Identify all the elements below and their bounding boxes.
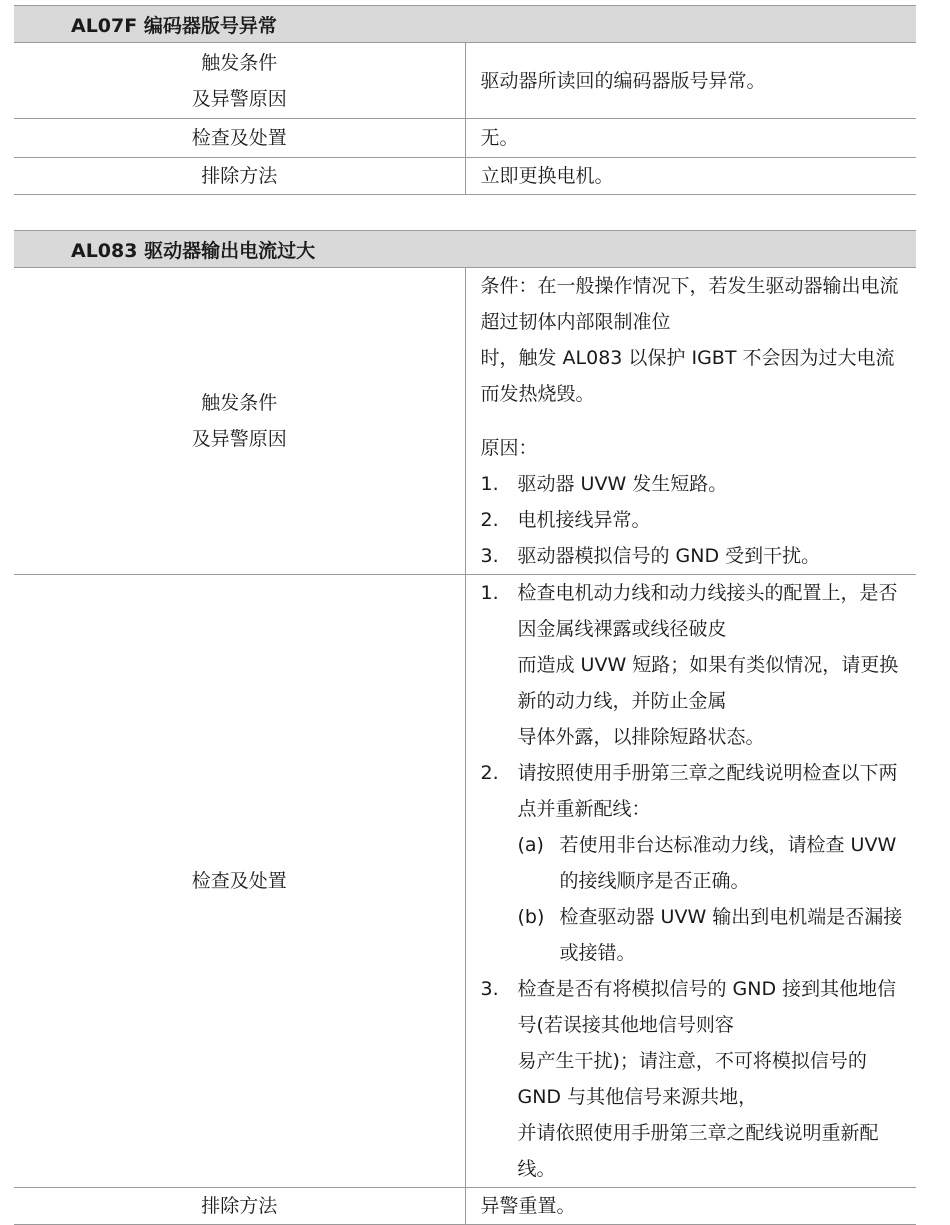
trigger-row <box>14 43 916 119</box>
reason-title: 原因： <box>480 437 538 459</box>
clear-row <box>14 1188 916 1225</box>
sub-item-text: 若使用非台达标准动力线，请检查 UVW 的接线顺序是否正确。 <box>559 834 897 892</box>
list-item <box>481 971 911 1187</box>
item-number: 3. <box>480 545 499 567</box>
item-number: 2. <box>480 762 499 784</box>
sub-item <box>481 899 911 971</box>
list-item <box>481 755 911 827</box>
item-text: 请按照使用手册第三章之配线说明检查以下两点并重新配线： <box>517 762 898 820</box>
sub-item-number: (b) <box>517 906 545 928</box>
trigger-label: 触发条件 及异警原因 <box>14 268 465 575</box>
item-text: 驱动器模拟信号的 GND 受到干扰。 <box>517 545 821 567</box>
sub-item-number: (a) <box>517 834 544 856</box>
list-item <box>481 502 911 538</box>
check-label: 检查及处置 <box>14 575 465 1188</box>
alarm-header <box>14 6 916 43</box>
item-number: 2. <box>480 509 499 531</box>
alarm-header <box>14 231 916 268</box>
condition-line: 条件：在一般操作情况下，若发生驱动器输出电流超过韧体内部限制准位 <box>480 275 899 333</box>
check-content <box>465 575 916 1188</box>
item-number: 1. <box>480 473 499 495</box>
condition-line: 时，触发 AL083 以保护 IGBT 不会因为过大电流而发热烧毁。 <box>480 347 895 405</box>
trigger-label: 触发条件 及异警原因 <box>14 43 465 119</box>
item-text: 驱动器 UVW 发生短路。 <box>517 473 728 495</box>
alarm-table-al083 <box>14 230 916 1225</box>
check-row <box>14 575 916 1188</box>
item-number: 3. <box>480 978 499 1000</box>
alarm-table-al07f <box>14 5 916 195</box>
trigger-content <box>465 268 916 575</box>
sub-item-text: 检查驱动器 UVW 输出到电机端是否漏接或接错。 <box>559 906 903 964</box>
list-item <box>481 575 911 755</box>
clear-label: 排除方法 <box>14 1188 465 1225</box>
clear-text: 异警重置。 <box>465 1188 916 1225</box>
item-number: 1. <box>480 582 499 604</box>
sub-item <box>481 827 911 899</box>
list-item <box>481 538 911 574</box>
list-item <box>481 466 911 502</box>
check-label: 检查及处置 <box>14 119 465 158</box>
item-text: 检查电机动力线和动力线接头的配置上，是否因金属线裸露或线径破皮 而造成 UVW 短路；如果有类似情况，请更换新的动力线，并防止金属 导体外露，以排除短路状态。 <box>517 582 899 748</box>
check-text: 无。 <box>465 119 916 158</box>
trigger-text: 驱动器所读回的编码器版号异常。 <box>465 43 916 119</box>
clear-text: 立即更换电机。 <box>465 158 916 195</box>
clear-row <box>14 158 916 195</box>
trigger-row <box>14 268 916 575</box>
alarm-title: AL07F 编码器版号异常 <box>14 6 916 43</box>
alarm-title: AL083 驱动器输出电流过大 <box>14 231 916 268</box>
clear-label: 排除方法 <box>14 158 465 195</box>
item-text: 检查是否有将模拟信号的 GND 接到其他地信号(若误接其他地信号则容 易产生干扰)；请注意，不可将模拟信号的 GND 与其他信号来源共地， 并请依照使用手册第三章之配线说明重新配线。 <box>517 978 897 1180</box>
check-row <box>14 119 916 158</box>
item-text: 电机接线异常。 <box>517 509 651 531</box>
